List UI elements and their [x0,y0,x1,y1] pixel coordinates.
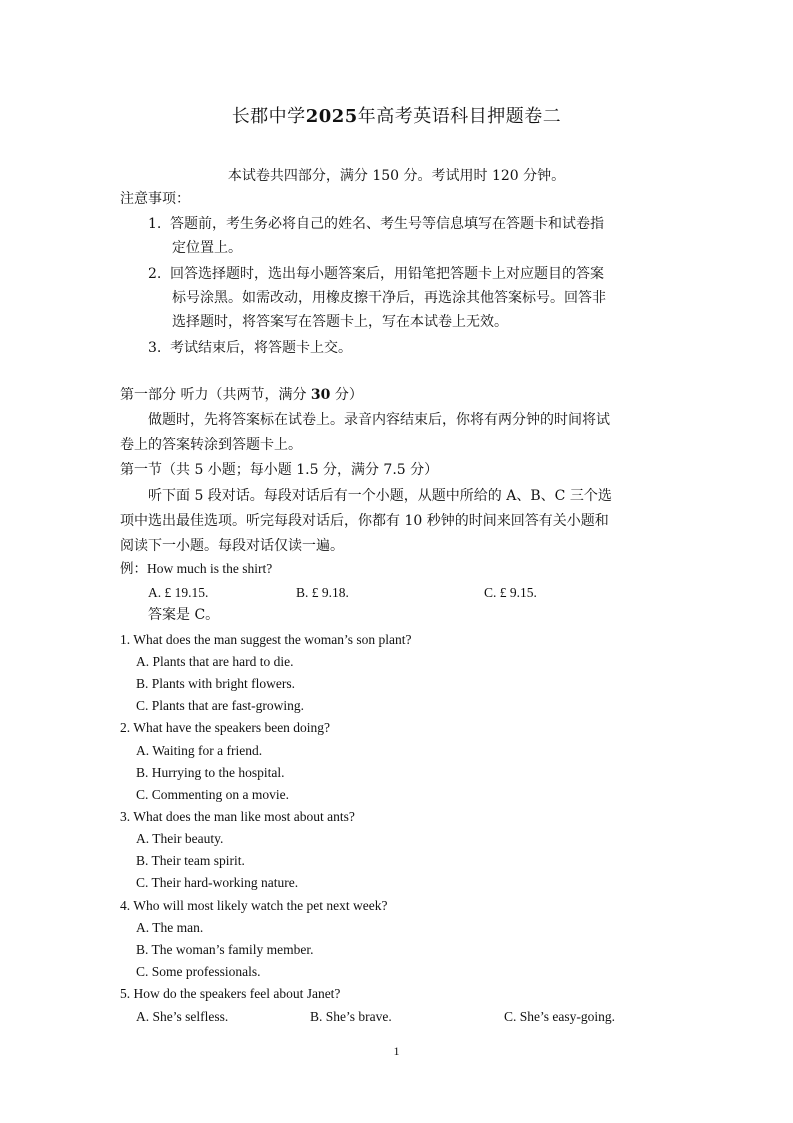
title-year: 2025 [305,106,358,127]
notice-item-num: 3. [148,340,162,356]
question-1: 1. What does the man suggest the woman’s son plant? [120,632,412,647]
question-3: 3. What does the man like most about ants? [120,809,355,824]
question-2-option-b: B. Hurrying to the hospital. [136,765,285,780]
question-2: 2. What have the speakers been doing? [120,720,331,735]
part1-desc-line1: 做题时，先将答案标在试卷上。录音内容结束后，你将有两分钟的时间将试 [148,412,610,428]
example-option-b: B. £ 9.18. [296,585,349,600]
question-4-option-b: B. The woman’s family member. [136,942,314,957]
notice-item-3 [148,337,352,359]
notice-heading: 注意事项： [120,191,190,207]
example-answer: 答案是 C。 [148,607,220,623]
notice-item-2 [148,263,604,285]
part1-desc-line2: 卷上的答案转涂到答题卡上。 [120,437,302,453]
question-3-option-b: B. Their team spirit. [136,853,245,868]
part1-heading-end: 分） [330,387,363,403]
part1-heading [120,384,363,406]
question-1-option-a: A. Plants that are hard to die. [136,654,294,669]
notice-item-text: 回答选择题时，选出每小题答案后，用铅笔把答题卡上对应题目的答案 [170,266,604,282]
page-title [0,104,793,130]
intro-text: 本试卷共四部分，满分 150 分。考试用时 120 分钟。 [227,168,566,184]
question-4-option-a: A. The man. [136,920,204,935]
example-option-a: A. £ 19.15. [148,585,209,600]
notice-item-text-cont: 定位置上。 [172,240,242,256]
section1-heading: 第一节（共 5 小题；每小题 1.5 分，满分 7.5 分） [120,462,439,478]
question-5-option-b: B. She’s brave. [310,1009,392,1024]
example-option-c: C. £ 9.15. [484,585,537,600]
question-2-option-a: A. Waiting for a friend. [136,743,263,758]
question-4: 4. Who will most likely watch the pet next week? [120,898,388,913]
title-school: 长郡中学 [231,106,306,127]
part1-score: 30 [310,387,331,403]
example-question: 例：How much is the shirt? [120,561,273,576]
question-2-option-c: C. Commenting on a movie. [136,787,289,802]
section1-desc-line2: 项中选出最佳选项。听完每段对话后，你都有 10 秒钟的时间来回答有关小题和 [120,513,609,529]
section1-desc-line3: 阅读下一小题。每段对话仅读一遍。 [120,538,344,554]
question-1-option-b: B. Plants with bright flowers. [136,676,295,691]
part1-heading-text: 第一部分 听力（共两节，满分 [120,387,311,403]
notice-item-text: 答题前，考生务必将自己的姓名、考生号等信息填写在答题卡和试卷指 [170,216,604,232]
notice-item-text: 考试结束后，将答题卡上交。 [170,340,352,356]
notice-item-num: 1. [148,216,162,232]
notice-item-num: 2. [148,266,162,282]
question-3-option-a: A. Their beauty. [136,831,224,846]
page-number: 1 [393,1044,400,1058]
question-4-option-c: C. Some professionals. [136,964,261,979]
section1-desc-line1: 听下面 5 段对话。每段对话后有一个小题，从题中所给的 A、B、C 三个选 [148,488,612,504]
question-5-option-c: C. She’s easy-going. [504,1009,615,1024]
question-5-option-a: A. She’s selfless. [136,1009,229,1024]
question-3-option-c: C. Their hard-working nature. [136,875,299,890]
notice-item-text-cont: 选择题时，将答案写在答题卡上，写在本试卷上无效。 [172,314,508,330]
notice-item-text-cont: 标号涂黑。如需改动，用橡皮擦干净后，再选涂其他答案标号。回答非 [172,290,606,306]
title-rest: 年高考英语科目押题卷二 [357,106,562,127]
question-1-option-c: C. Plants that are fast-growing. [136,698,304,713]
notice-item-1 [148,213,604,235]
question-5: 5. How do the speakers feel about Janet? [120,986,341,1001]
